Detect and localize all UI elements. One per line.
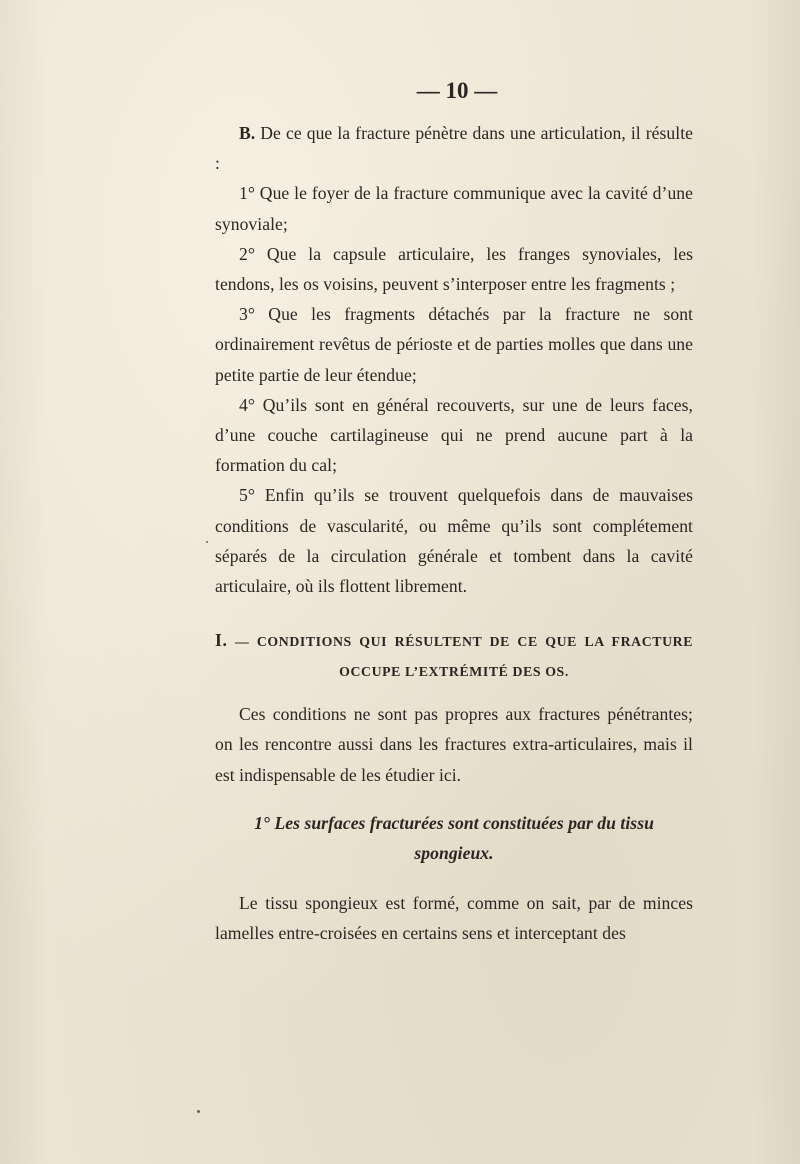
section-number: I. [215, 630, 228, 651]
body-text [215, 118, 693, 948]
list-item-2: 2° Que la capsule articulaire, les franges synoviales, les tendons, les os voisins, peuvent s’interposer entre les fragments ; [215, 243, 693, 295]
section-heading-line1 [215, 625, 693, 657]
list-item-4: 4° Qu’ils sont en général recouverts, sur une de leurs faces, d’une couche cartilagineuse qui ne prend aucune part à la formation du cal; [215, 394, 693, 476]
subheading-line2: spongieux. [414, 842, 494, 863]
final-paragraph: Le tissu spongieux est formé, comme on sait, par de minces lamelles entre-croisées en certains sens et interceptant des [215, 892, 693, 944]
list-item-5: 5° Enfin qu’ils se trouvent quelquefois dans de mauvaises conditions de vascularité, ou même qu’ils sont complétement séparés de la circulation générale et tombent dans la cavité articulaire, où ils flottent librement. [215, 485, 693, 597]
subheading [215, 808, 693, 868]
book-page [215, 74, 693, 948]
subheading-line1: 1° Les surfaces fracturées sont constituées par du tissu [254, 812, 654, 833]
section-dash: — [234, 634, 250, 650]
list-item-1: 1° Que le foyer de la fracture communique avec la cavité d’une synoviale; [215, 183, 693, 234]
list-item-3: 3° Que les fragments détachés par la fracture ne sont ordinairement revêtus de périoste et de parties molles que dans une petite partie de leur étendue; [215, 304, 693, 385]
page-number: — 10 — [416, 78, 498, 103]
intro-paragraph [215, 118, 693, 178]
paper-speck [206, 541, 208, 543]
section-heading [215, 625, 693, 687]
section-title-line2: OCCUPE L’EXTRÉMITÉ DES OS. [339, 664, 569, 680]
paper-speck [197, 1110, 200, 1113]
intro-label: B. [239, 123, 256, 143]
section-title-line1: CONDITIONS QUI RÉSULTENT DE CE QUE LA FRACTURE [256, 634, 693, 650]
section-paragraph: Ces conditions ne sont pas propres aux fractures pénétrantes; on les rencontre aussi dans les fractures extra-articulaires, mais il est indispensable de les étudier ici. [215, 704, 693, 785]
intro-text: De ce que la fracture pénètre dans une articulation, il résulte : [215, 123, 693, 174]
